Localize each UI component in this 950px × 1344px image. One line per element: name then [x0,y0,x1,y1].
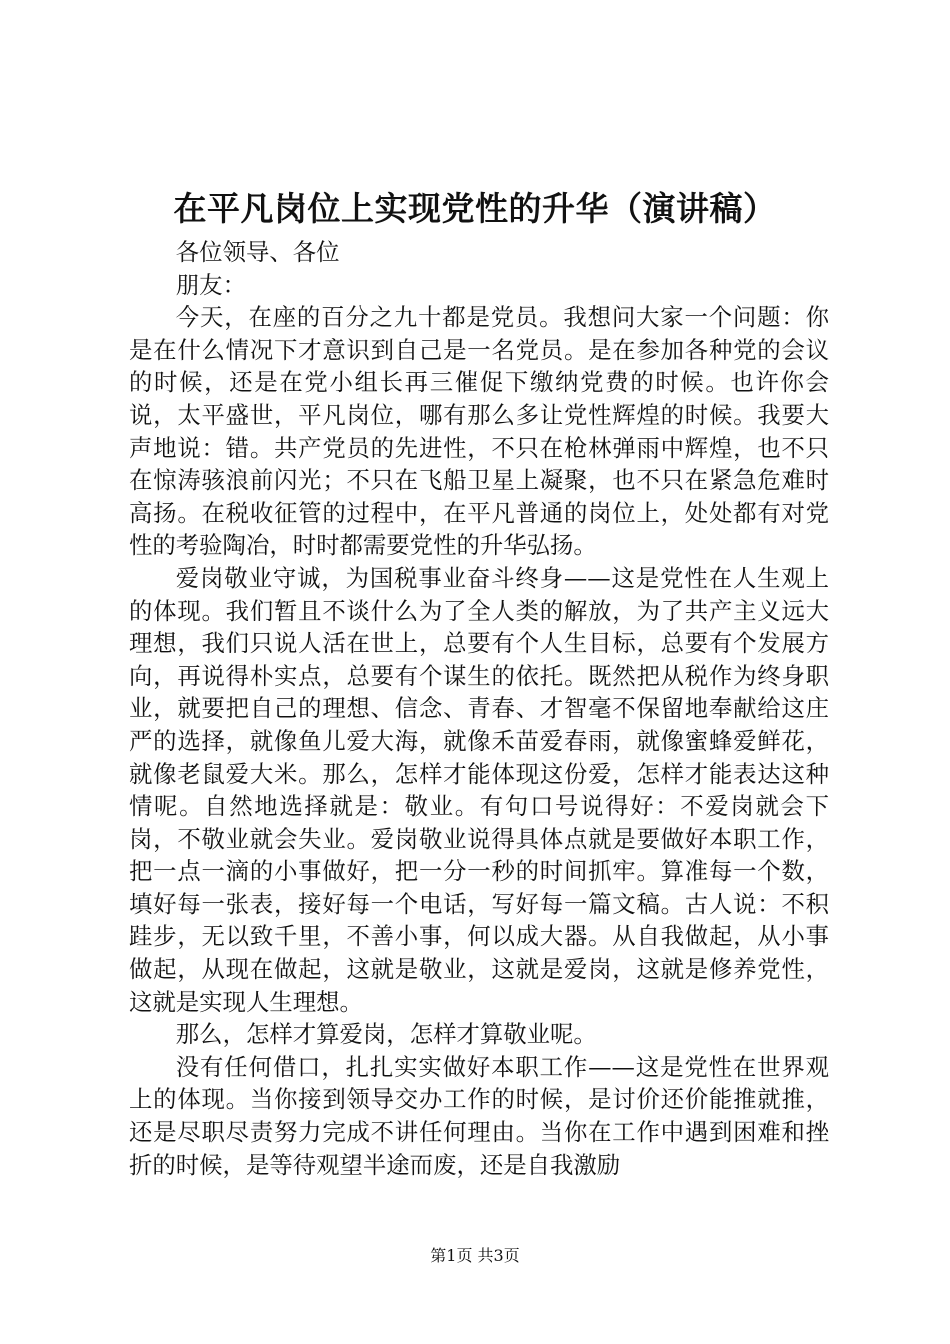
paragraph-1: 今天，在座的百分之九十都是党员。我想问大家一个问题：你是在什么情况下才意识到自己是一名党员。是在参加各种党的会议的时候，还是在党小组长再三催促下缴纳党费的时候。也许你会说，太平盛世，平凡岗位，哪有那么多让党性辉煌的时候。我要大声地说：错。共产党员的先进性，不只在枪林弹雨中辉煌，也不只在惊涛骇浪前闪光；不只在飞船卫星上凝聚，也不只在紧急危难时高扬。在税收征管的过程中，在平凡普通的岗位上，处处都有对党性的考验陶冶，时时都需要党性的升华弘扬。 [129,303,829,560]
salutation-line-1: 各位领导、各位 [175,238,340,266]
document-body [129,236,829,1181]
paragraph-2: 爱岗敬业守诚，为国税事业奋斗终身——这是党性在人生观上的体现。我们暂且不谈什么为了全人类的解放，为了共产主义远大理想，我们只说人活在世上，总要有个人生目标，总要有个发展方向，再说得朴实点，总要有个谋生的依托。既然把从税作为终身职业，就要把自己的理想、信念、青春、才智毫不保留地奉献给这庄严的选择，就像鱼儿爱大海，就像禾苗爱春雨，就像蜜蜂爱鲜花，就像老鼠爱大米。那么，怎样才能体现这份爱，怎样才能表达这种情呢。自然地选择就是：敬业。有句口号说得好：不爱岗就会下岗，不敬业就会失业。爱岗敬业说得具体点就是要做好本职工作，把一点一滴的小事做好，把一分一秒的时间抓牢。算准每一个数，填好每一张表，接好每一个电话，写好每一篇文稿。古人说：不积跬步，无以致千里，不善小事，何以成大器。从自我做起，从小事做起，从现在做起，这就是敬业，这就是爱岗，这就是修养党性，这就是实现人生理想。 [129,563,829,1016]
page-footer: 第1页 共3页 [430,1246,520,1265]
salutation-line-2: 朋友： [175,270,246,299]
paragraph-4: 没有任何借口，扎扎实实做好本职工作——这是党性在世界观上的体现。当你接到领导交办工作的时候，是讨价还价能推就推，还是尽职尽责努力完成不讲任何理由。当你在工作中遇到困难和挫折的时候，是等待观望半途而废，还是自我激励 [129,1052,829,1179]
paragraph-3: 那么，怎样才算爱岗，怎样才算敬业呢。 [175,1020,597,1049]
document-title: 在平凡岗位上实现党性的升华（演讲稿） [173,189,777,228]
